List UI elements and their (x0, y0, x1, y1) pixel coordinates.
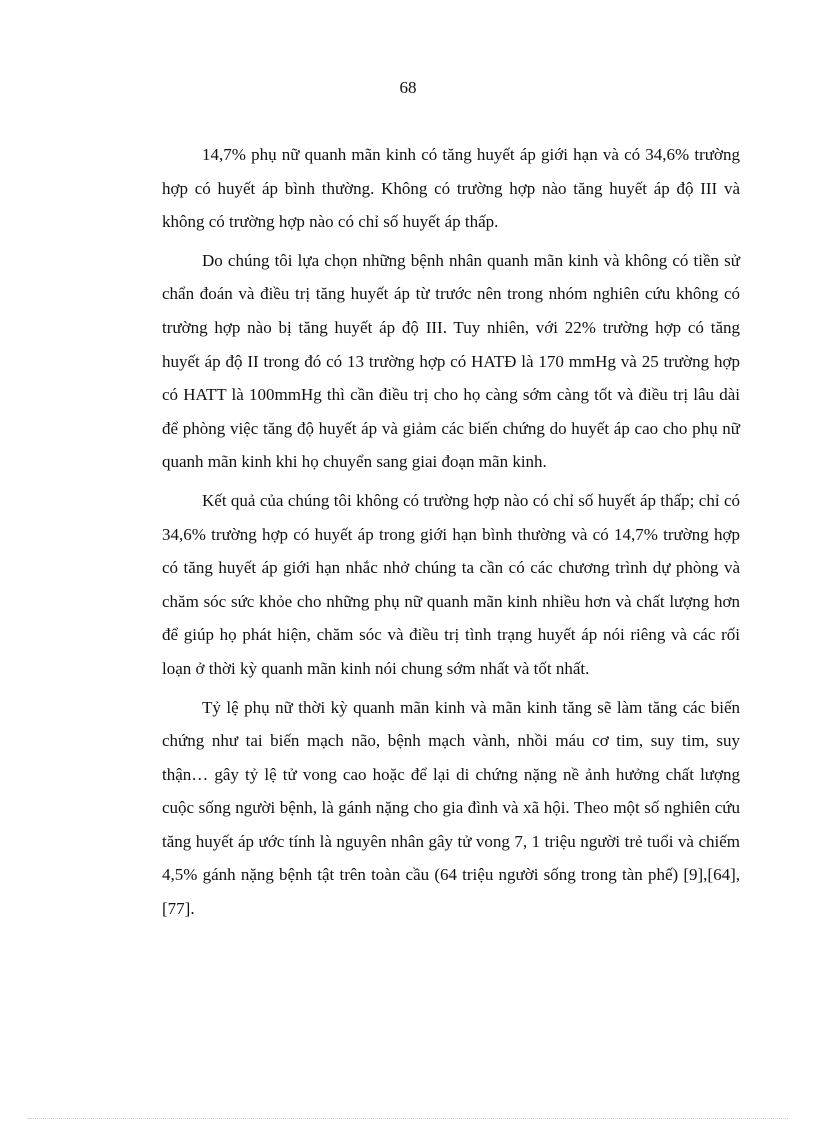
page-number: 68 (399, 78, 417, 97)
body-text (162, 138, 740, 931)
paragraph-2: Do chúng tôi lựa chọn những bệnh nhân quanh mãn kinh và không có tiền sử chẩn đoán và điều trị tăng huyết áp từ trước nên trong nhóm nghiên cứu không có trường hợp nào bị tăng huyết áp độ III. Tuy nhiên, với 22% trường hợp có tăng huyết áp độ II trong đó có 13 trường hợp có HATĐ là 170 mmHg và 25 trường hợp có HATT là 100mmHg thì cần điều trị cho họ càng sớm càng tốt và điều trị lâu dài để phòng việc tăng độ huyết áp và giảm các biến chứng do huyết áp cao cho phụ nữ quanh mãn kinh khi họ chuyển sang giai đoạn mãn kinh. (162, 250, 740, 472)
paragraph-4: Tỷ lệ phụ nữ thời kỳ quanh mãn kinh và mãn kinh tăng sẽ làm tăng các biến chứng như tai biến mạch não, bệnh mạch vành, nhồi máu cơ tim, suy tim, suy thận… gây tỷ lệ tử vong cao hoặc để lại di chứng nặng nề ảnh hưởng chất lượng cuộc sống người bệnh, là gánh nặng cho gia đình và xã hội. Theo một số nghiên cứu tăng huyết áp ước tính là nguyên nhân gây tử vong 7, 1 triệu người trẻ tuổi và chiếm 4,5% gánh nặng bệnh tật trên toàn cầu (64 triệu người sống trong tàn phế) [9],[64],[77]. (162, 697, 740, 919)
page-bottom-rule (28, 1118, 788, 1119)
paragraph-3: Kết quả của chúng tôi không có trường hợp nào có chỉ số huyết áp thấp; chỉ có 34,6% trường hợp có huyết áp trong giới hạn bình thường và có 14,7% trường hợp có tăng huyết áp giới hạn nhắc nhở chúng ta cần có các chương trình dự phòng và chăm sóc sức khỏe cho những phụ nữ quanh mãn kinh nhiều hơn và chất lượng hơn để giúp họ phát hiện, chăm sóc và điều trị tình trạng huyết áp nói riêng và các rối loạn ở thời kỳ quanh mãn kinh nói chung sớm nhất và tốt nhất. (162, 490, 740, 678)
paragraph-1: 14,7% phụ nữ quanh mãn kinh có tăng huyết áp giới hạn và có 34,6% trường hợp có huyết áp bình thường. Không có trường hợp nào tăng huyết áp độ III và không có trường hợp nào có chỉ số huyết áp thấp. (162, 145, 740, 232)
